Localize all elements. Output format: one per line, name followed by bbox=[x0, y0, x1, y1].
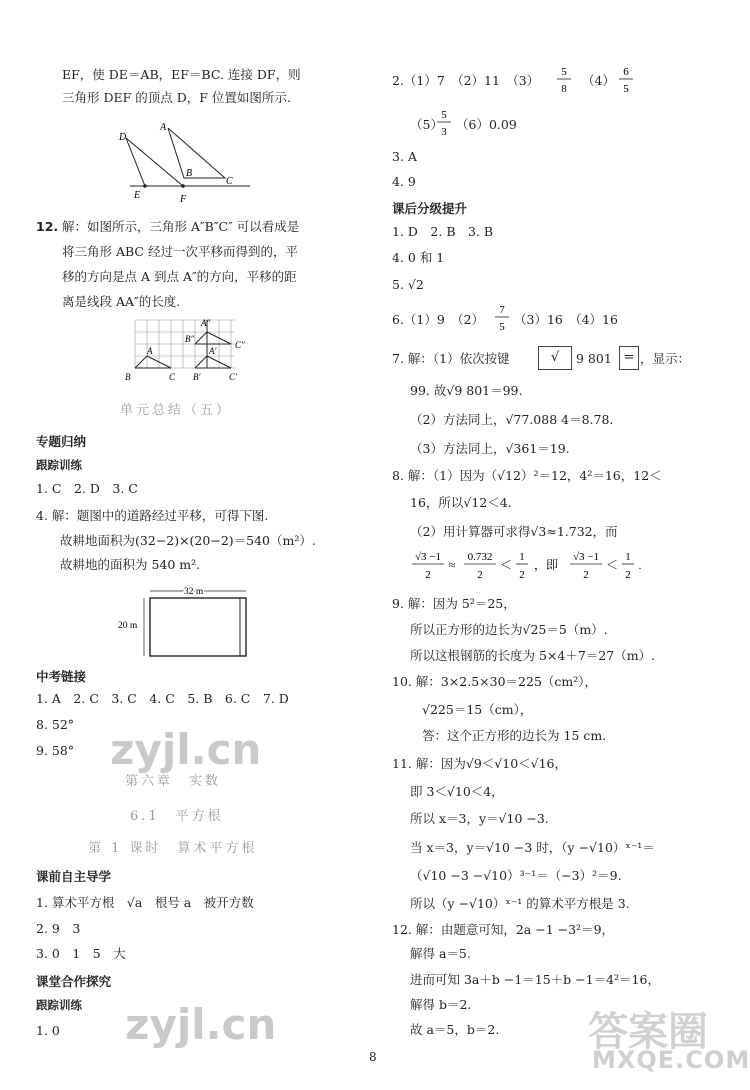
left-q12-line4: 离是线段 AA″的长度. bbox=[62, 294, 181, 309]
fig1-label-f: F bbox=[180, 194, 187, 205]
special-q4-line1: 4. 解：题图中的道路经过平移，可得下图. bbox=[36, 508, 269, 523]
svg-text:√3 −1: √3 −1 bbox=[415, 551, 441, 563]
special-answers-1-3: 1. C 2. D 3. C bbox=[36, 481, 138, 496]
right-q4: 4. 9 bbox=[392, 174, 416, 189]
svg-text:5: 5 bbox=[441, 109, 447, 121]
r12-line5: 故 a＝5，b＝2. bbox=[410, 1022, 500, 1037]
special-q4-line2: 故耕地面积为(32−2)×(20−2)＝540（m²）. bbox=[60, 533, 316, 548]
r7-number: 9 801 bbox=[576, 351, 612, 366]
figure-grid-translation bbox=[123, 318, 253, 388]
left-q12-line2: 将三角形 ABC 经过一次平移而得到的，平 bbox=[62, 244, 298, 259]
tracking-heading-1: 跟踪训练 bbox=[36, 458, 82, 472]
after-answer-5: 5. √2 bbox=[392, 277, 424, 292]
fig2-triangle-a1b1c1 bbox=[195, 356, 231, 368]
svg-text:6: 6 bbox=[623, 66, 629, 78]
svg-text:2: 2 bbox=[625, 569, 631, 581]
r11-line5: （√10 −3 −√10）³⁻¹＝（−3）²＝9. bbox=[410, 868, 622, 883]
after-answer-6b: （3）16 （4）16 bbox=[514, 312, 618, 327]
fig2-triangle-a2b2c2 bbox=[195, 332, 231, 344]
fig1-label-a: A bbox=[160, 122, 167, 133]
left-q12-line3: 移的方向是点 A 到点 A″的方向，平移的距 bbox=[62, 269, 297, 284]
r8-line3: （2）用计算器可求得√3≈1.732，而 bbox=[410, 524, 618, 539]
r7-line1b: ，显示： bbox=[640, 351, 691, 366]
fig2-label-c: C bbox=[169, 372, 176, 382]
r8-line2: 16，所以√12＜4. bbox=[410, 495, 512, 510]
svg-text:≈: ≈ bbox=[448, 558, 456, 572]
svg-text:1: 1 bbox=[519, 551, 525, 563]
fig1-point-e bbox=[143, 184, 147, 188]
right-q2-line1: 2.（1）7 （2）11 （3） bbox=[392, 73, 540, 88]
fig1-label-d: D bbox=[119, 132, 127, 143]
r11-line6: 所以（y −√10）ˣ⁻¹ 的算术平方根是 3. bbox=[410, 896, 630, 911]
exam-answers-1-7: 1. A 2. C 3. C 4. C 5. B 6. C 7. D bbox=[36, 691, 289, 706]
left-q12-number: 12. bbox=[36, 219, 59, 234]
r7-line1a: 7. 解：（1）依次按键 bbox=[392, 351, 510, 366]
pre-class-heading: 课前自主导学 bbox=[36, 869, 112, 884]
fig2-label-a1: A′ bbox=[209, 346, 217, 356]
svg-text:5: 5 bbox=[561, 66, 567, 78]
watermark-mxqe: MXQE.COM bbox=[592, 1046, 750, 1074]
q2-frac-6-5 bbox=[618, 64, 634, 98]
svg-text:5: 5 bbox=[623, 83, 629, 95]
r9-line3: 所以这根钢筋的长度为 5×4＋7＝27（m）. bbox=[410, 648, 656, 663]
svg-text:＜: ＜ bbox=[605, 558, 619, 572]
r11-line3: 所以 x＝3，y＝√10 −3. bbox=[410, 811, 549, 826]
q2-frac-5-8 bbox=[556, 64, 572, 98]
watermark-zyjl-1: zyjl.cn bbox=[110, 725, 262, 774]
fig2-triangle-abc bbox=[135, 356, 171, 368]
svg-text:.: . bbox=[638, 558, 642, 572]
after-answers-1-3: 1. D 2. B 3. B bbox=[392, 224, 494, 239]
left-top-line1: EF，使 DE＝AB，EF＝BC. 连接 DF，则 bbox=[62, 67, 301, 82]
fig1-triangle-def bbox=[126, 138, 183, 186]
in-class-heading: 课堂合作探究 bbox=[36, 974, 112, 989]
fig3-field bbox=[150, 598, 246, 656]
pre-answer-3: 3. 0 1 5 大 bbox=[36, 946, 126, 961]
after-class-heading: 课后分级提升 bbox=[392, 201, 468, 216]
class-answer-1: 1. 0 bbox=[36, 1023, 60, 1038]
right-q2-part6: （6）0.09 bbox=[456, 117, 517, 132]
r12-line2: 解得 a＝5. bbox=[410, 946, 471, 961]
r7-line2: 99. 故√9 801＝99. bbox=[410, 383, 523, 398]
r10-line3: 答：这个正方形的边长为 15 cm. bbox=[422, 728, 607, 743]
page-number: 8 bbox=[369, 1050, 377, 1064]
svg-text:2: 2 bbox=[477, 569, 483, 581]
unit-summary-title: 单元总结（五） bbox=[120, 403, 233, 418]
svg-text:1: 1 bbox=[625, 551, 631, 563]
r10-line2: √225＝15（cm）， bbox=[422, 702, 533, 717]
r9-line2: 所以正方形的边长为√25＝5（m）. bbox=[410, 622, 608, 637]
exam-link-heading: 中考链接 bbox=[36, 669, 87, 684]
svg-text:8: 8 bbox=[561, 83, 567, 95]
calculator-equals-key: = bbox=[619, 346, 639, 370]
right-q3: 3. A bbox=[392, 149, 417, 164]
svg-text:2: 2 bbox=[583, 569, 589, 581]
tracking-heading-2: 跟踪训练 bbox=[36, 998, 82, 1012]
q2-frac-5-3 bbox=[436, 107, 452, 141]
left-q12-line1: 解：如图所示，三角形 A″B″C″ 可以看成是 bbox=[62, 219, 300, 234]
svg-text:7: 7 bbox=[499, 304, 505, 316]
svg-text:3: 3 bbox=[441, 126, 447, 138]
special-topic-heading: 专题归纳 bbox=[36, 434, 87, 449]
fig2-label-c2: C″ bbox=[235, 340, 245, 350]
left-top-line2: 三角形 DEF 的顶点 D，F 位置如图所示. bbox=[62, 90, 291, 105]
svg-text:0.732: 0.732 bbox=[467, 551, 493, 563]
r12-line4: 解得 b＝2. bbox=[410, 997, 472, 1012]
r8-line1: 8. 解：（1）因为（√12）²＝12，4²＝16，12＜ bbox=[392, 468, 662, 483]
pre-answer-2: 2. 9 3 bbox=[36, 921, 81, 936]
right-q2-part5: （5） bbox=[410, 117, 443, 132]
section-title: 6.1 平方根 bbox=[130, 809, 224, 824]
watermark-zyjl-2: zyjl.cn bbox=[125, 1000, 277, 1049]
fig3-width-label: 32 m bbox=[184, 587, 204, 597]
after-answer-6a: 6.（1）9 （2） bbox=[392, 312, 485, 327]
exam-answer-9: 9. 58° bbox=[36, 743, 75, 758]
r11-line1: 11. 解：因为√9＜√10＜√16， bbox=[392, 756, 568, 771]
svg-text:2: 2 bbox=[519, 569, 525, 581]
special-q4-line3: 故耕地的面积为 540 m². bbox=[60, 557, 201, 572]
r9-line1: 9. 解：因为 5²＝25， bbox=[392, 596, 516, 611]
fig1-label-e: E bbox=[134, 190, 141, 201]
after-answer-4: 4. 0 和 1 bbox=[392, 250, 445, 265]
figure-triangle-translation bbox=[110, 118, 260, 208]
fig1-triangle-abc bbox=[168, 128, 225, 178]
fig2-label-b1: B′ bbox=[193, 372, 201, 382]
exam-answer-8: 8. 52° bbox=[36, 717, 75, 732]
right-q2-part4: （4） bbox=[582, 73, 615, 88]
svg-text:√3 −1: √3 −1 bbox=[573, 551, 599, 563]
fig2-label-a: A bbox=[147, 346, 153, 356]
fig1-label-c: C bbox=[226, 176, 233, 187]
chapter-title: 第六章 实数 bbox=[125, 774, 222, 789]
r6-frac-7-5 bbox=[494, 302, 510, 336]
svg-text:2: 2 bbox=[425, 569, 431, 581]
svg-text:，即: ，即 bbox=[533, 558, 559, 572]
watermark-answer-circle: 答案圈 bbox=[588, 1009, 708, 1055]
r11-line4: 当 x＝3，y＝√10 −3 时，（y −√10）ˣ⁻¹＝ bbox=[410, 840, 655, 855]
svg-text:5: 5 bbox=[499, 321, 505, 333]
r11-line2: 即 3＜√10＜4， bbox=[410, 784, 504, 799]
fig3-height-label: 20 m bbox=[118, 621, 138, 631]
fig2-label-a2: A″ bbox=[201, 318, 211, 328]
r7-line4: （3）方法同上，√361＝19. bbox=[410, 441, 570, 456]
r12-line1: 12. 解：由题意可知，2a −1 −3²＝9， bbox=[392, 922, 615, 937]
fig2-label-b2: B″ bbox=[185, 334, 195, 344]
lesson-title: 第 1 课时 算术平方根 bbox=[88, 841, 258, 856]
r8-fraction-inequality bbox=[408, 548, 668, 584]
figure-field-rectangle bbox=[118, 586, 258, 661]
r12-line3: 进而可知 3a＋b −1＝15＋b −1＝4²＝16， bbox=[410, 972, 660, 987]
fig1-label-b: B bbox=[186, 168, 193, 179]
r10-line1: 10. 解：3×2.5×30＝225（cm²）， bbox=[392, 674, 598, 689]
svg-text:＜: ＜ bbox=[499, 558, 513, 572]
r7-line3: （2）方法同上，√77.088 4＝8.78. bbox=[410, 412, 614, 427]
fig2-label-c1: C′ bbox=[229, 372, 237, 382]
fig1-point-f bbox=[181, 184, 185, 188]
fig2-label-b: B bbox=[125, 372, 131, 382]
pre-answer-1: 1. 算术平方根 √a 根号 a 被开方数 bbox=[36, 895, 254, 910]
calculator-sqrt-key: √ bbox=[538, 346, 572, 370]
